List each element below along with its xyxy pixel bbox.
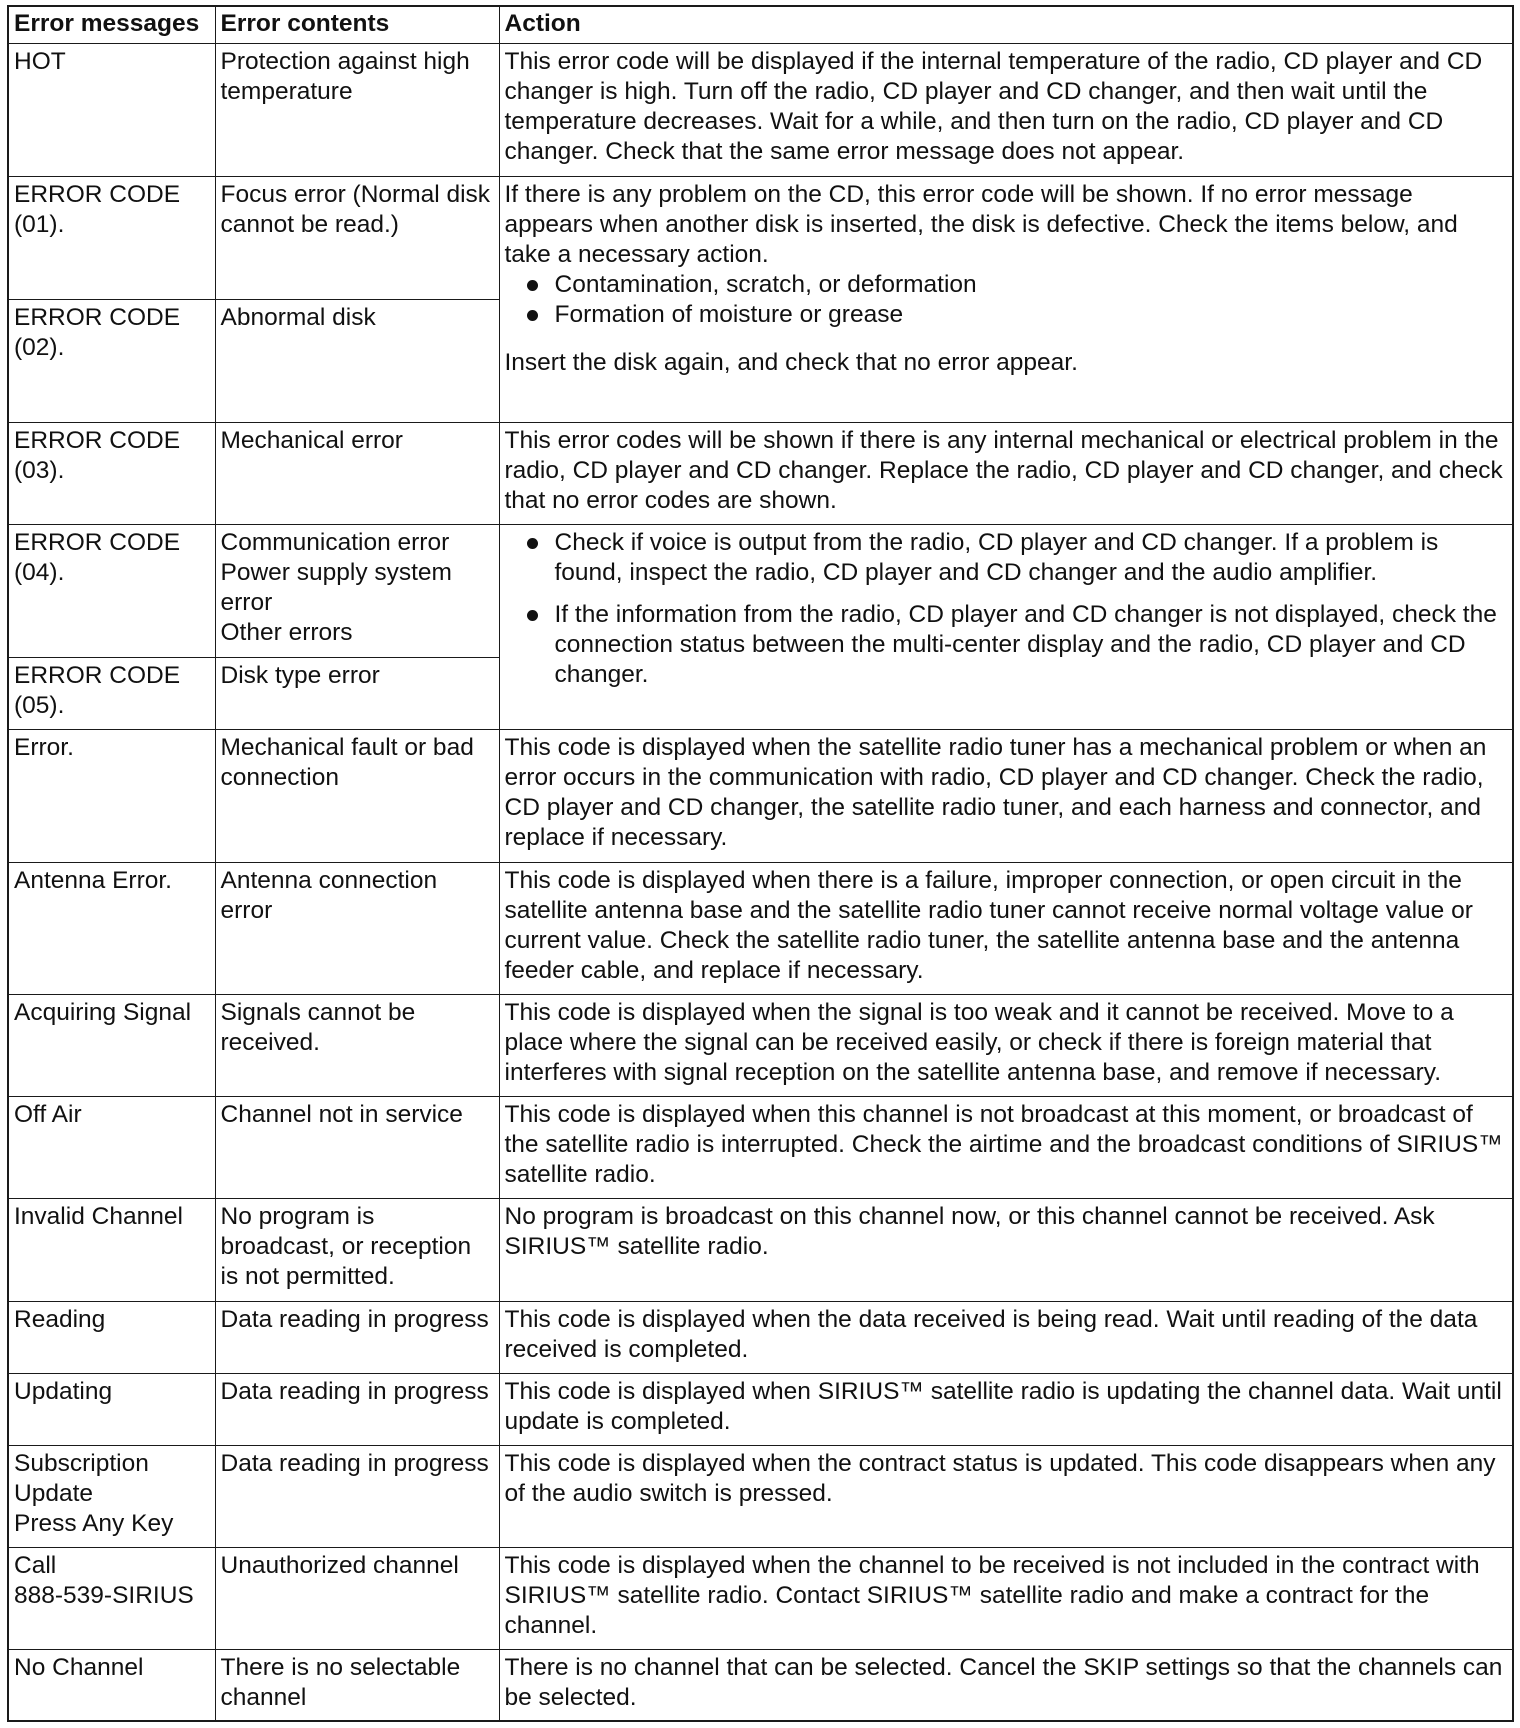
message-cell: Updating	[8, 1373, 215, 1445]
table-row-call	[8, 1547, 1513, 1649]
header-error-contents: Error contents	[215, 6, 499, 43]
contents-cell: Data reading in progress	[215, 1445, 499, 1547]
contents-cell: Mechanical fault or bad connection	[215, 729, 499, 862]
action-cell: There is no channel that can be selected. Cancel the SKIP settings so that the channels can be selected.	[499, 1649, 1513, 1721]
table-row-no-channel	[8, 1649, 1513, 1721]
action-cell: This error code will be displayed if the internal temperature of the radio, CD player and CD changer is high. Turn off the radio, CD player and CD changer, and then wait until the temperature decreases. Wait for a while, and then turn on the radio, CD player and CD changer. Check that the same error message does not appear.	[499, 43, 1513, 176]
action-cell: This code is displayed when the channel to be received is not included in the contract with SIRIUS™ satellite radio. Contact SIRIUS™ satellite radio and make a contract for the channel.	[499, 1547, 1513, 1649]
message-line: 888-539-SIRIUS	[14, 1581, 194, 1609]
message-cell: Antenna Error.	[8, 862, 215, 994]
message-line: Call	[14, 1551, 57, 1579]
header-error-messages: Error messages	[8, 6, 215, 43]
action-cell: This error codes will be shown if there is any internal mechanical or electrical problem in the radio, CD player and CD changer. Replace the radio, CD player and CD changer, and check that no error codes are shown.	[499, 422, 1513, 524]
contents-cell: Data reading in progress	[215, 1373, 499, 1445]
table-row-error-code-04	[8, 524, 1513, 657]
contents-cell: No program is broadcast, or reception is not permitted.	[215, 1198, 499, 1301]
action-cell: This code is displayed when SIRIUS™ satellite radio is updating the channel data. Wait until update is completed.	[499, 1373, 1513, 1445]
contents-cell: Unauthorized channel	[215, 1547, 499, 1649]
message-cell: Acquiring Signal	[8, 994, 215, 1096]
message-cell: ERROR CODE (03).	[8, 422, 215, 524]
message-line: Update	[14, 1479, 94, 1507]
table-row-error	[8, 729, 1513, 862]
message-cell	[8, 1445, 215, 1547]
bullet-list	[505, 270, 1508, 330]
table-row-acquiring-signal	[8, 994, 1513, 1096]
contents-cell: Mechanical error	[215, 422, 499, 524]
table-row-error-code-01	[8, 176, 1513, 299]
message-cell: Reading	[8, 1301, 215, 1373]
bullet-item: Check if voice is output from the radio, CD player and CD changer. If a problem is found, inspect the radio, CD player and CD changer and the audio amplifier.	[505, 528, 1508, 588]
action-cell: This code is displayed when the satellite radio tuner has a mechanical problem or when an error occurs in the communication with radio, CD player and CD changer. Check the radio, CD player and CD changer, the satellite radio tuner, and each harness and connector, and replace if necessary.	[499, 729, 1513, 862]
action-cell-communication-errors	[499, 524, 1513, 729]
action-cell: This code is displayed when the data received is being read. Wait until reading of the data received is completed.	[499, 1301, 1513, 1373]
action-cell: This code is displayed when the signal is too weak and it cannot be received. Move to a place where the signal can be received easily, or check if there is foreign material that interferes with signal reception on the satellite antenna base, and remove if necessary.	[499, 994, 1513, 1096]
table-row-off-air	[8, 1096, 1513, 1198]
message-line: Subscription	[14, 1449, 149, 1477]
action-outro: Insert the disk again, and check that no error appear.	[504, 348, 1078, 376]
header-action: Action	[499, 6, 1513, 43]
table-row-hot	[8, 43, 1513, 176]
message-cell: ERROR CODE (01).	[8, 176, 215, 299]
contents-line: Other errors	[220, 618, 353, 646]
bullet-item: Formation of moisture or grease	[505, 300, 1508, 330]
contents-line: Communication error	[220, 528, 450, 556]
action-cell: This code is displayed when the contract status is updated. This code disappears when any of the audio switch is pressed.	[499, 1445, 1513, 1547]
message-cell: HOT	[8, 43, 215, 176]
bullet-list	[505, 528, 1508, 690]
contents-line: Power supply system error	[220, 558, 452, 616]
table-row-reading	[8, 1301, 1513, 1373]
table-row-invalid-channel	[8, 1198, 1513, 1301]
message-cell	[8, 1547, 215, 1649]
contents-cell	[215, 524, 499, 657]
action-cell: This code is displayed when this channel is not broadcast at this moment, or broadcast of the satellite radio is interrupted. Check the airtime and the broadcast conditions of SIRIUS™ satellite radio.	[499, 1096, 1513, 1198]
contents-cell: Channel not in service	[215, 1096, 499, 1198]
contents-cell: Antenna connection error	[215, 862, 499, 994]
contents-cell: There is no selectable channel	[215, 1649, 499, 1721]
message-cell: ERROR CODE (02).	[8, 299, 215, 422]
contents-cell: Data reading in progress	[215, 1301, 499, 1373]
message-cell: No Channel	[8, 1649, 215, 1721]
contents-cell: Signals cannot be received.	[215, 994, 499, 1096]
table-row-updating	[8, 1373, 1513, 1445]
message-cell: ERROR CODE (05).	[8, 657, 215, 729]
message-cell: Invalid Channel	[8, 1198, 215, 1301]
contents-cell: Disk type error	[215, 657, 499, 729]
table-header-row	[8, 6, 1513, 43]
message-cell: ERROR CODE (04).	[8, 524, 215, 657]
contents-cell: Protection against high temperature	[215, 43, 499, 176]
message-line: Press Any Key	[14, 1509, 174, 1537]
contents-cell: Focus error (Normal disk cannot be read.)	[215, 176, 499, 299]
contents-cell: Abnormal disk	[215, 299, 499, 422]
error-messages-table	[7, 5, 1514, 1722]
message-cell: Off Air	[8, 1096, 215, 1198]
table-row-subscription-update	[8, 1445, 1513, 1547]
table-row-antenna-error	[8, 862, 1513, 994]
table-row-error-code-03	[8, 422, 1513, 524]
action-cell: This code is displayed when there is a failure, improper connection, or open circuit in the satellite antenna base and the satellite radio tuner cannot receive normal voltage value or current value. Check the satellite radio tuner, the satellite antenna base and the antenna feeder cable, and replace if necessary.	[499, 862, 1513, 994]
action-intro: If there is any problem on the CD, this error code will be shown. If no error message appears when another disk is inserted, the disk is defective. Check the items below, and take a necessary action.	[504, 180, 1458, 268]
message-cell: Error.	[8, 729, 215, 862]
bullet-item: If the information from the radio, CD player and CD changer is not displayed, check the connection status between the multi-center display and the radio, CD player and CD changer.	[505, 600, 1508, 690]
action-cell-disk-errors	[499, 176, 1513, 422]
bullet-item: Contamination, scratch, or deformation	[505, 270, 1508, 300]
action-cell: No program is broadcast on this channel now, or this channel cannot be received. Ask SIRIUS™ satellite radio.	[499, 1198, 1513, 1301]
